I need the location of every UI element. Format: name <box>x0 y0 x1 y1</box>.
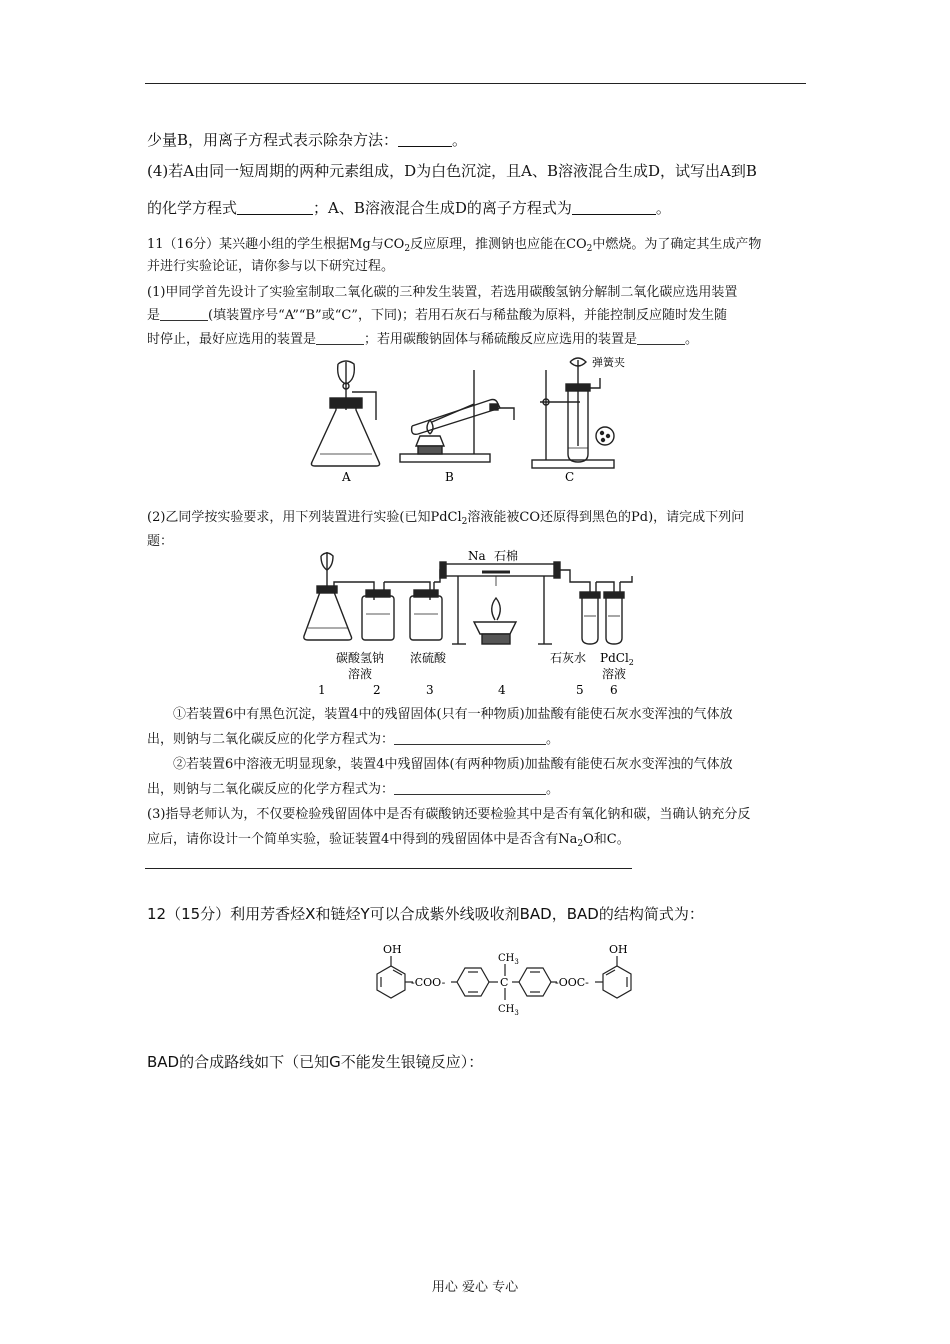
answer-blank[interactable] <box>237 200 313 215</box>
na-label: Na <box>468 549 486 563</box>
apparatus-abc-figure <box>300 350 640 485</box>
conc-sulfuric-label: 浓硫酸 <box>410 651 447 665</box>
apparatus-b-test-tube <box>400 370 514 462</box>
number-5: 5 <box>576 683 584 697</box>
answer-blank[interactable] <box>394 781 546 795</box>
number-2: 2 <box>373 683 381 697</box>
label-a: A <box>342 470 351 484</box>
device-3-wash-bottle <box>410 582 442 640</box>
asbestos-label: 石棉 <box>494 549 519 563</box>
q12-heading: 12（15分）利用芳香烃X和链烃Y可以合成紫外线吸收剂BAD，BAD的结构简式为： <box>147 905 704 923</box>
label-c: C <box>565 470 575 484</box>
q11-heading: 11（16分）某兴趣小组的学生根据Mg与$CO_2$反应原理，推测钠也应能在$CO_2$中燃烧。为了确定其生成产物 <box>147 237 762 254</box>
answer-blank[interactable] <box>398 132 452 147</box>
q10-line2: (4)若A由同一短周期的两种元素组成，D为白色沉淀，且A、B溶液混合生成D，试写出A到B <box>147 162 757 180</box>
q11-heading-line2: 并进行实验论证，请你参与以下研究过程。 <box>147 259 395 274</box>
q11-sub2-line2: 出，则钠与二氧化碳反应的化学方程式为： 。 <box>147 782 560 797</box>
number-6: 6 <box>610 683 618 697</box>
bad-structure-figure <box>355 938 655 1026</box>
q11-sub1-line2: 出，则钠与二氧化碳反应的化学方程式为： 。 <box>147 732 560 747</box>
answer-blank[interactable] <box>316 331 364 345</box>
q11-part3-line1: (3)指导老师认为，不仅要检验残留固体中是否有碳酸钠还要检验其中是否有氧化钠和碳，当确认钠充分反 <box>147 807 751 822</box>
q10-line3: 的化学方程式 ；A、B溶液混合生成D的离子方程式为 。 <box>147 199 671 217</box>
answer-blank[interactable] <box>160 307 208 321</box>
q11-part2-line1: (2)乙同学按实验要求，用下列装置进行实验(已知PdCl$_2$溶液能被CO还原得到黑色的Pd)，请完成下列问 <box>147 510 745 527</box>
ooc-group: -OOC- <box>555 976 589 989</box>
answer-blank[interactable] <box>637 331 685 345</box>
mid-rule <box>145 868 632 869</box>
pdcl2-label: PdCl$_2$ <box>600 651 634 667</box>
top-rule <box>145 83 806 84</box>
number-1: 1 <box>318 683 326 697</box>
device-2-wash-bottle <box>362 582 394 640</box>
oh-right: OH <box>609 943 628 956</box>
number-3: 3 <box>426 683 434 697</box>
q11-part1-line2: 是 (填装置序号“A”“B”或“C”，下同)；若用石灰石与稀盐酸为原料，并能控制反应随时发生随 <box>147 308 728 323</box>
q11-part3-line2: 应后，请你设计一个简单实验，验证装置4中得到的残留固体中是否含有$Na_2O$和C。 <box>147 832 630 849</box>
apparatus-a-flask <box>311 361 379 466</box>
page-footer: 用心 爱心 专心 <box>431 1280 519 1295</box>
spring-clip-label: 弹簧夹 <box>592 356 625 369</box>
sodium-bicarbonate-label-2: 溶液 <box>348 667 373 681</box>
label-b: B <box>445 470 454 484</box>
number-4: 4 <box>498 683 506 697</box>
answer-blank[interactable] <box>394 731 546 745</box>
device-1-flask <box>304 552 352 640</box>
experiment-setup-figure <box>300 548 645 700</box>
ch3-top: $CH_3$ <box>498 953 519 966</box>
q11-part1-line3: 时停止，最好应选用的装置是 ；若用碳酸钠固体与稀硫酸反应应选用的装置是 。 <box>147 332 699 347</box>
q10-line1: 少量B，用离子方程式表示除杂方法： 。 <box>147 131 468 149</box>
central-carbon: C <box>500 976 509 989</box>
q11-sub2-line1: ②若装置6中溶液无明显现象，装置4中残留固体(有两种物质)加盐酸有能使石灰水变浑浊的气体放 <box>173 757 733 772</box>
q11-sub1-line1: ①若装置6中有黑色沉淀，装置4中的残留固体(只有一种物质)加盐酸有能使石灰水变浑浊的气体放 <box>173 707 733 722</box>
q11-part1-line1: (1)甲同学首先设计了实验室制取二氧化碳的三种发生装置，若选用碳酸氢钠分解制二氧化碳应选用装置 <box>147 285 738 300</box>
oh-left: OH <box>383 943 402 956</box>
apparatus-c-tube <box>532 358 614 468</box>
ch3-bottom: $CH_3$ <box>498 1004 519 1017</box>
q12-route-line: BAD的合成路线如下（已知G不能发生银镜反应）： <box>147 1053 484 1071</box>
coo-group: -COO- <box>411 976 446 989</box>
device-4-combustion-tube <box>440 562 560 644</box>
sodium-bicarbonate-label: 碳酸氢钠 <box>336 651 385 665</box>
answer-blank[interactable] <box>572 200 656 215</box>
lime-water-label: 石灰水 <box>550 651 587 665</box>
q11-part2-line2: 题： <box>147 534 174 549</box>
pdcl2-label-2: 溶液 <box>602 667 627 681</box>
